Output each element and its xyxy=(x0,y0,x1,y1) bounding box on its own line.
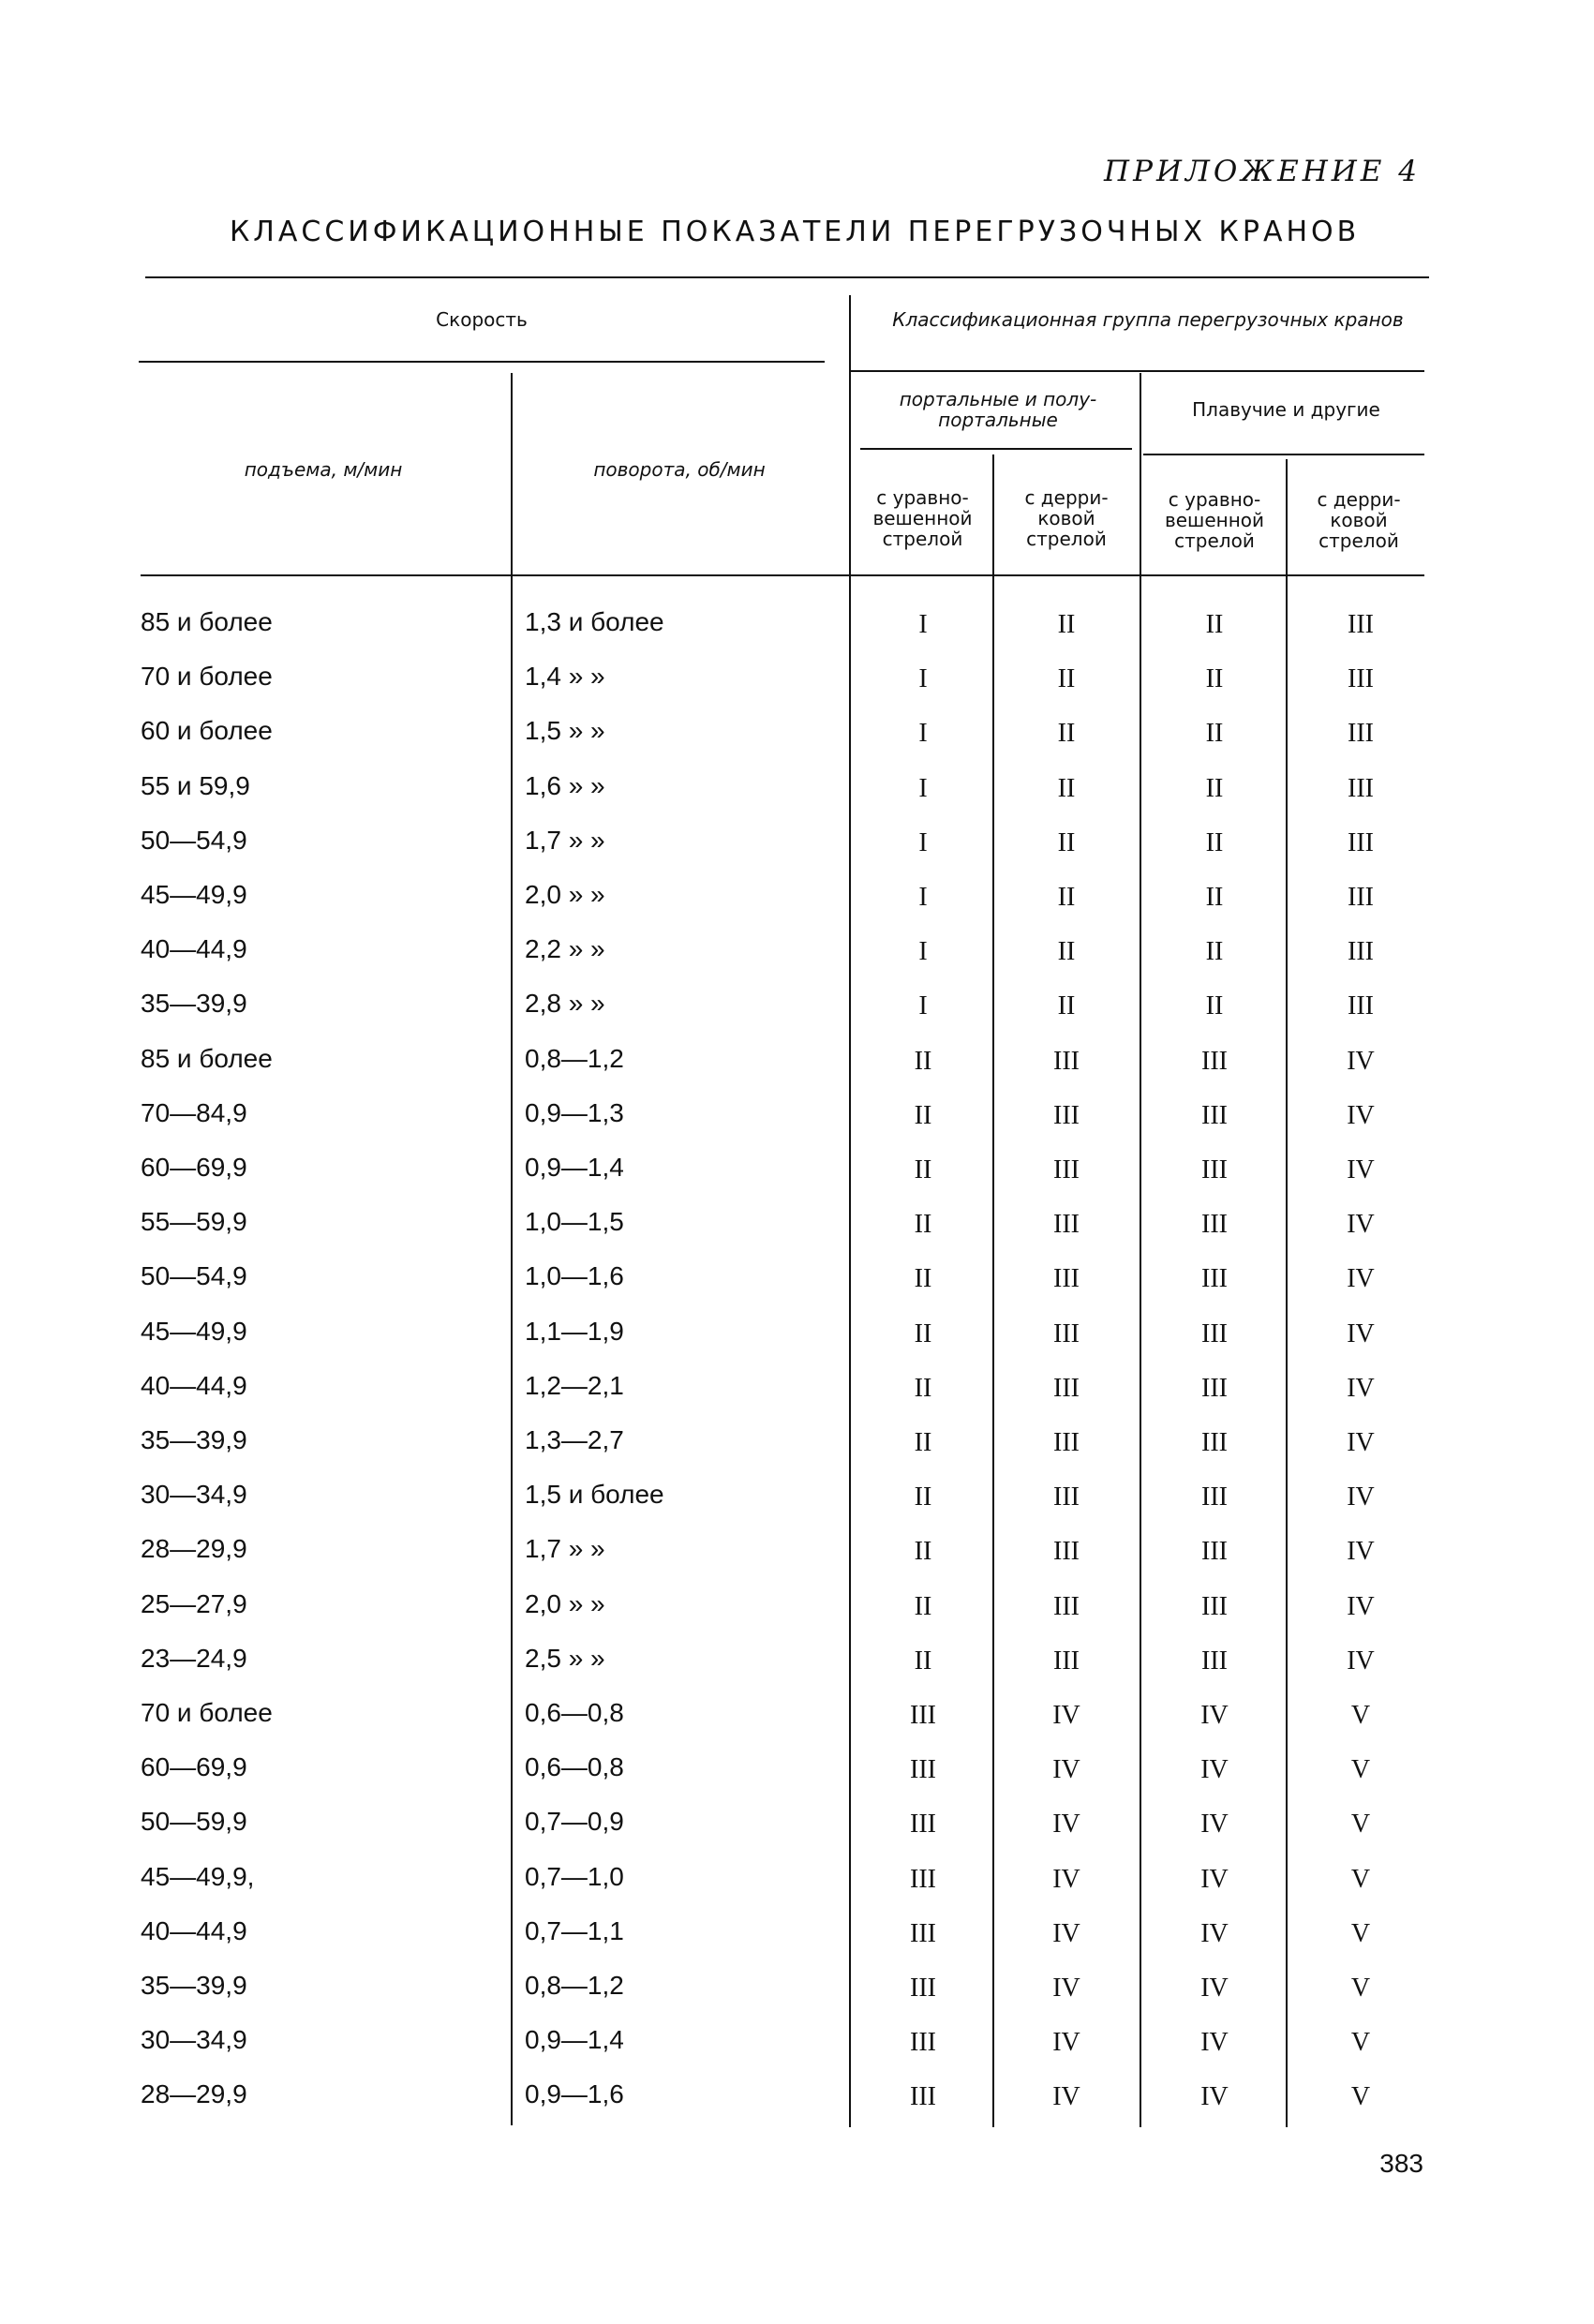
portal-derrick-cell: III xyxy=(1053,1319,1080,1348)
lift-speed-cell: 45—49,9 xyxy=(141,1317,247,1346)
floating-balanced-cell: III xyxy=(1201,1319,1228,1348)
portal-derrick-cell: III xyxy=(1053,1482,1080,1512)
portal-derrick-cell: III xyxy=(1053,1592,1080,1621)
rotation-speed-cell: 1,0—1,5 xyxy=(525,1207,624,1236)
rotation-speed-cell: 1,3 и более xyxy=(525,607,664,636)
portal-derrick-cell: III xyxy=(1053,1646,1080,1676)
class-group-header-rule xyxy=(851,370,1424,372)
lift-speed-cell: 85 и более xyxy=(141,607,273,636)
crane-type-header-rule-left xyxy=(860,448,1132,450)
portal-balanced-cell: III xyxy=(910,1810,936,1839)
lift-speed-cell: 60—69,9 xyxy=(141,1752,247,1781)
header-speed: Скорость xyxy=(436,308,528,331)
floating-balanced-cell: II xyxy=(1205,664,1224,693)
portal-derrick-cell: III xyxy=(1053,1155,1080,1184)
floating-derrick-cell: IV xyxy=(1347,1101,1375,1130)
portal-balanced-cell: I xyxy=(918,883,928,912)
portal-balanced-cell: II xyxy=(914,1319,932,1348)
floating-derrick-cell: V xyxy=(1350,1919,1371,1948)
floating-derrick-cell: V xyxy=(1350,1974,1371,2003)
floating-balanced-cell: III xyxy=(1201,1264,1228,1293)
rotation-speed-cell: 2,2 » » xyxy=(525,934,605,963)
lift-speed-cell: 35—39,9 xyxy=(141,1425,247,1454)
portal-balanced-cell: I xyxy=(918,937,928,966)
floating-derrick-cell: III xyxy=(1348,883,1374,912)
lift-speed-cell: 40—44,9 xyxy=(141,1371,247,1400)
rotation-speed-cell: 1,1—1,9 xyxy=(525,1317,624,1346)
header-rotation: поворота, об/мин xyxy=(593,458,766,481)
rotation-speed-cell: 0,9—1,3 xyxy=(525,1098,624,1127)
portal-derrick-cell: II xyxy=(1057,719,1076,748)
header-floating: Плавучие и другие xyxy=(1192,398,1380,421)
floating-derrick-cell: IV xyxy=(1347,1646,1375,1676)
portal-derrick-cell: IV xyxy=(1052,2028,1080,2057)
lift-speed-cell: 70—84,9 xyxy=(141,1098,247,1127)
lift-speed-cell: 28—29,9 xyxy=(141,1534,247,1563)
rotation-speed-cell: 0,7—1,1 xyxy=(525,1916,624,1945)
floating-balanced-cell: II xyxy=(1205,883,1224,912)
header-floating-derrick: с дерри-ковой стрелой xyxy=(1317,488,1401,552)
portal-derrick-cell: IV xyxy=(1052,1865,1080,1894)
floating-derrick-cell: IV xyxy=(1347,1482,1375,1512)
rotation-speed-cell: 2,0 » » xyxy=(525,1589,605,1618)
lift-speed-cell: 35—39,9 xyxy=(141,989,247,1018)
portal-derrick-cell: IV xyxy=(1052,1974,1080,2003)
header-class-group: Классификационная группа перегрузочных кранов xyxy=(892,308,1404,331)
rotation-speed-cell: 0,6—0,8 xyxy=(525,1752,624,1781)
portal-balanced-cell: II xyxy=(914,1047,932,1076)
portal-balanced-cell: I xyxy=(918,664,928,693)
portal-balanced-cell: II xyxy=(914,1537,932,1566)
header-portal-balanced: с уравно-вешенной стрелой xyxy=(872,486,973,550)
page-number: 383 xyxy=(1379,2149,1423,2178)
floating-derrick-cell: IV xyxy=(1347,1319,1375,1348)
portal-balanced-cell: II xyxy=(914,1210,932,1239)
floating-balanced-cell: II xyxy=(1205,828,1224,857)
floating-derrick-cell: IV xyxy=(1347,1210,1375,1239)
rotation-speed-cell: 1,4 » » xyxy=(525,662,605,691)
lift-speed-cell: 30—34,9 xyxy=(141,2025,247,2054)
floating-derrick-cell: V xyxy=(1350,1810,1371,1839)
floating-derrick-cell: III xyxy=(1348,774,1374,803)
lift-speed-cell: 60 и более xyxy=(141,716,273,745)
rotation-speed-cell: 1,7 » » xyxy=(525,1534,605,1563)
rotation-speed-cell: 0,9—1,4 xyxy=(525,1153,624,1182)
header-floating-balanced: с уравно-вешенной стрелой xyxy=(1164,488,1265,552)
portal-balanced-cell: I xyxy=(918,719,928,748)
rotation-speed-cell: 1,5 » » xyxy=(525,716,605,745)
lift-speed-cell: 70 и более xyxy=(141,662,273,691)
lift-speed-cell: 60—69,9 xyxy=(141,1153,247,1182)
lift-speed-cell: 35—39,9 xyxy=(141,1971,247,2000)
lift-speed-cell: 45—49,9 xyxy=(141,880,247,909)
floating-derrick-cell: V xyxy=(1350,1701,1371,1730)
portal-balanced-cell: III xyxy=(910,2028,936,2057)
floating-balanced-cell: IV xyxy=(1200,1919,1229,1948)
floating-balanced-cell: II xyxy=(1205,991,1224,1020)
lift-speed-cell: 55 и 59,9 xyxy=(141,771,250,800)
lift-speed-cell: 85 и более xyxy=(141,1044,273,1073)
floating-balanced-cell: III xyxy=(1201,1047,1228,1076)
portal-balanced-cell: II xyxy=(914,1101,932,1130)
lift-speed-cell: 30—34,9 xyxy=(141,1480,247,1509)
floating-balanced-cell: II xyxy=(1205,610,1224,639)
portal-derrick-cell: IV xyxy=(1052,1701,1080,1730)
rotation-speed-cell: 1,7 » » xyxy=(525,826,605,855)
portal-balanced-cell: II xyxy=(914,1264,932,1293)
lift-speed-cell: 55—59,9 xyxy=(141,1207,247,1236)
portal-derrick-cell: III xyxy=(1053,1428,1080,1457)
floating-balanced-cell: III xyxy=(1201,1428,1228,1457)
rotation-speed-cell: 1,6 » » xyxy=(525,771,605,800)
lift-speed-cell: 40—44,9 xyxy=(141,1916,247,1945)
portal-balanced-cell: II xyxy=(914,1646,932,1676)
floating-derrick-cell: IV xyxy=(1347,1374,1375,1403)
lift-speed-cell: 28—29,9 xyxy=(141,2079,247,2108)
portal-derrick-cell: II xyxy=(1057,610,1076,639)
floating-balanced-cell: IV xyxy=(1200,1701,1229,1730)
floating-balanced-cell: III xyxy=(1201,1646,1228,1676)
rotation-speed-cell: 0,7—0,9 xyxy=(525,1807,624,1836)
floating-derrick-cell: IV xyxy=(1347,1264,1375,1293)
floating-balanced-cell: III xyxy=(1201,1592,1228,1621)
floating-balanced-cell: III xyxy=(1201,1210,1228,1239)
portal-derrick-cell: IV xyxy=(1052,1755,1080,1784)
portal-derrick-cell: II xyxy=(1057,664,1076,693)
portal-balanced-cell: I xyxy=(918,991,928,1020)
page-title: КЛАССИФИКАЦИОННЫЕ ПОКАЗАТЕЛИ ПЕРЕГРУЗОЧНЫХ КРАНОВ xyxy=(230,216,1361,248)
floating-derrick-cell: III xyxy=(1348,719,1374,748)
floating-balanced-cell: IV xyxy=(1200,1810,1229,1839)
portal-derrick-cell: IV xyxy=(1052,1810,1080,1839)
floating-derrick-cell: IV xyxy=(1347,1428,1375,1457)
header-bottom-rule xyxy=(141,574,1424,576)
portal-balanced-cell: III xyxy=(910,1755,936,1784)
rotation-speed-cell: 0,9—1,6 xyxy=(525,2079,624,2108)
lift-speed-cell: 25—27,9 xyxy=(141,1589,247,1618)
floating-derrick-cell: V xyxy=(1350,2028,1371,2057)
floating-balanced-cell: IV xyxy=(1200,2082,1229,2111)
portal-balanced-cell: III xyxy=(910,1865,936,1894)
rotation-speed-cell: 0,8—1,2 xyxy=(525,1044,624,1073)
floating-balanced-cell: II xyxy=(1205,719,1224,748)
column-divider-portal-floating xyxy=(1140,373,1141,2127)
lift-speed-cell: 50—59,9 xyxy=(141,1807,247,1836)
column-divider-floating-subtypes xyxy=(1286,459,1288,2127)
portal-balanced-cell: II xyxy=(914,1428,932,1457)
rotation-speed-cell: 0,6—0,8 xyxy=(525,1698,624,1727)
lift-speed-cell: 45—49,9, xyxy=(141,1862,255,1891)
floating-balanced-cell: IV xyxy=(1200,1974,1229,2003)
column-divider-lift-rotation xyxy=(511,373,513,2125)
portal-derrick-cell: IV xyxy=(1052,2082,1080,2111)
rotation-speed-cell: 0,8—1,2 xyxy=(525,1971,624,2000)
floating-balanced-cell: IV xyxy=(1200,1755,1229,1784)
floating-derrick-cell: IV xyxy=(1347,1592,1375,1621)
floating-derrick-cell: IV xyxy=(1347,1155,1375,1184)
header-portal: портальные и полу-портальные xyxy=(899,388,1097,431)
floating-balanced-cell: IV xyxy=(1200,2028,1229,2057)
floating-derrick-cell: III xyxy=(1348,991,1374,1020)
portal-derrick-cell: II xyxy=(1057,991,1076,1020)
floating-derrick-cell: III xyxy=(1348,664,1374,693)
portal-balanced-cell: II xyxy=(914,1482,932,1512)
portal-derrick-cell: III xyxy=(1053,1537,1080,1566)
portal-balanced-cell: II xyxy=(914,1374,932,1403)
rotation-speed-cell: 2,0 » » xyxy=(525,880,605,909)
portal-balanced-cell: I xyxy=(918,828,928,857)
speed-header-rule xyxy=(139,361,825,363)
portal-derrick-cell: II xyxy=(1057,774,1076,803)
crane-type-header-rule-right xyxy=(1143,454,1424,455)
floating-derrick-cell: V xyxy=(1350,1755,1371,1784)
floating-derrick-cell: III xyxy=(1348,828,1374,857)
portal-derrick-cell: IV xyxy=(1052,1919,1080,1948)
floating-balanced-cell: III xyxy=(1201,1374,1228,1403)
portal-balanced-cell: III xyxy=(910,1974,936,2003)
rotation-speed-cell: 1,3—2,7 xyxy=(525,1425,624,1454)
portal-derrick-cell: II xyxy=(1057,828,1076,857)
floating-derrick-cell: IV xyxy=(1347,1047,1375,1076)
floating-balanced-cell: III xyxy=(1201,1101,1228,1130)
floating-balanced-cell: III xyxy=(1201,1155,1228,1184)
floating-balanced-cell: III xyxy=(1201,1482,1228,1512)
floating-derrick-cell: V xyxy=(1350,2082,1371,2111)
portal-balanced-cell: III xyxy=(910,1919,936,1948)
floating-derrick-cell: III xyxy=(1348,937,1374,966)
rotation-speed-cell: 0,9—1,4 xyxy=(525,2025,624,2054)
rotation-speed-cell: 2,5 » » xyxy=(525,1644,605,1673)
portal-balanced-cell: II xyxy=(914,1592,932,1621)
lift-speed-cell: 40—44,9 xyxy=(141,934,247,963)
floating-balanced-cell: II xyxy=(1205,937,1224,966)
rotation-speed-cell: 1,5 и более xyxy=(525,1480,664,1509)
floating-balanced-cell: IV xyxy=(1200,1865,1229,1894)
floating-derrick-cell: III xyxy=(1348,610,1374,639)
appendix-label: ПРИЛОЖЕНИЕ 4 xyxy=(1104,155,1421,188)
lift-speed-cell: 50—54,9 xyxy=(141,1261,247,1290)
portal-derrick-cell: III xyxy=(1053,1210,1080,1239)
portal-derrick-cell: III xyxy=(1053,1264,1080,1293)
portal-balanced-cell: III xyxy=(910,1701,936,1730)
rotation-speed-cell: 2,8 » » xyxy=(525,989,605,1018)
portal-derrick-cell: II xyxy=(1057,883,1076,912)
lift-speed-cell: 70 и более xyxy=(141,1698,273,1727)
header-portal-derrick: с дерри-ковой стрелой xyxy=(1024,486,1109,550)
floating-balanced-cell: III xyxy=(1201,1537,1228,1566)
portal-derrick-cell: II xyxy=(1057,937,1076,966)
portal-derrick-cell: III xyxy=(1053,1374,1080,1403)
column-divider-speed-class xyxy=(849,295,851,2127)
portal-derrick-cell: III xyxy=(1053,1047,1080,1076)
floating-balanced-cell: II xyxy=(1205,774,1224,803)
floating-derrick-cell: V xyxy=(1350,1865,1371,1894)
rotation-speed-cell: 1,2—2,1 xyxy=(525,1371,624,1400)
lift-speed-cell: 23—24,9 xyxy=(141,1644,247,1673)
table-top-rule xyxy=(145,276,1429,278)
header-lift: подъема, м/мин xyxy=(244,458,403,481)
portal-derrick-cell: III xyxy=(1053,1101,1080,1130)
rotation-speed-cell: 1,0—1,6 xyxy=(525,1261,624,1290)
portal-balanced-cell: I xyxy=(918,610,928,639)
rotation-speed-cell: 0,7—1,0 xyxy=(525,1862,624,1891)
lift-speed-cell: 50—54,9 xyxy=(141,826,247,855)
portal-balanced-cell: II xyxy=(914,1155,932,1184)
floating-derrick-cell: IV xyxy=(1347,1537,1375,1566)
portal-balanced-cell: III xyxy=(910,2082,936,2111)
portal-balanced-cell: I xyxy=(918,774,928,803)
